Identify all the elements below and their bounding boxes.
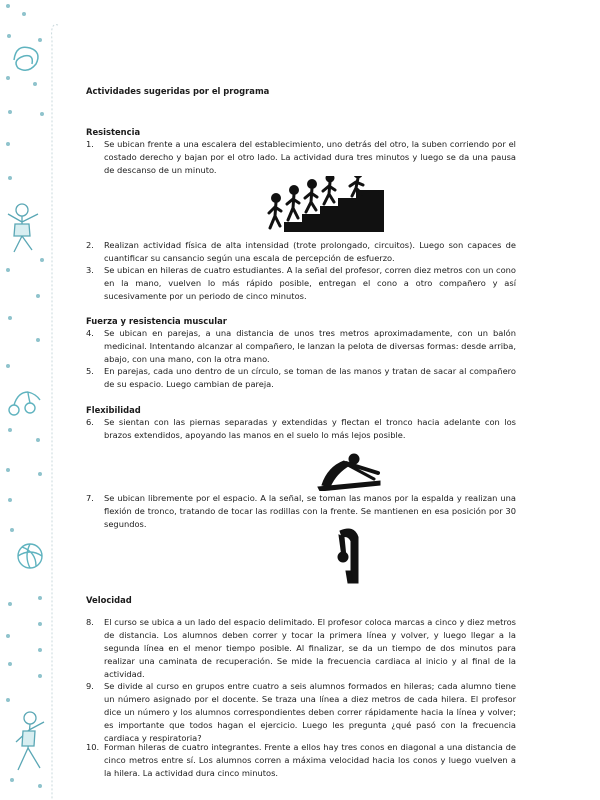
item-text: Se ubican frente a una escalera del establecimiento, uno detrás del otro, la suben corriendo por el costado derecho y bajan por el otro lado. La actividad dura tres minutos y luego se da una pausa de descanso de un minuto.: [104, 139, 516, 175]
item-text: Se ubican en hileras de cuatro estudiantes. A la señal del profesor, corren diez metros con un cono en la mano, vuelven lo más rápido posible, entregan el cono a otro compañero y así sucesivamente por un periodo de cinco minutos.: [104, 265, 516, 301]
list-item: [86, 239, 516, 265]
standing-forward-bend-illustration: [334, 527, 362, 585]
section-heading-velocidad: Velocidad: [86, 595, 132, 605]
item-text: Forman hileras de cuatro integrantes. Frente a ellos hay tres conos en diagonal a una distancia de cinco metros entre sí. Los alumnos corren a máxima velocidad hacia los conos y luego vuelven a la hilera. La actividad dura cinco minutos.: [104, 742, 516, 778]
item-number: 4.: [86, 328, 94, 338]
list-item: [86, 492, 516, 531]
dashed-border-line: [52, 25, 58, 800]
list-item: [86, 327, 516, 366]
item-text: Se divide al curso en grupos entre cuatro a seis alumnos formados en hileras; cada alumno tiene un número asignado por el docente. Se traza una línea a diez metros de cada hilera. El profesor dice un número y los alumnos correspondientes deben correr rápidamente hacia la línea y volver; es importante que todos hagan el ejercicio. Luego les pregunta ¿qué pasó con la frecuencia cardiaca y respiratoria?: [104, 681, 516, 743]
item-number: 6.: [86, 417, 94, 427]
item-text: Se ubican libremente por el espacio. A la señal, se toman las manos por la espalda y realizan una flexión de tronco, tratando de tocar las rodillas con la frente. Se mantienen en esa posición por 30 segundos.: [104, 493, 516, 529]
item-number: 1.: [86, 139, 94, 149]
decorative-margin: [0, 0, 70, 800]
list-item: [86, 264, 516, 303]
child-figure-icon-2: [16, 712, 44, 770]
item-number: 7.: [86, 493, 94, 503]
list-item: [86, 741, 516, 780]
section-heading-flexibilidad: Flexibilidad: [86, 405, 141, 415]
list-item: [86, 365, 516, 391]
item-number: 9.: [86, 681, 94, 691]
list-item: [86, 138, 516, 177]
child-figure-icon: [8, 204, 38, 252]
margin-dots: [6, 4, 44, 788]
section-heading-fuerza: Fuerza y resistencia muscular: [86, 316, 227, 326]
item-number: 5.: [86, 366, 94, 376]
ball-icon: [18, 544, 42, 568]
tangle-icon: [14, 47, 38, 70]
item-text: El curso se ubica a un lado del espacio delimitado. El profesor coloca marcas a cinco y diez metros de distancia. Los alumnos deben correr y tocar la primera línea y volver, y luego llegar a la segunda línea en el menor tiempo posible. Al finalizar, se da un tiempo de dos minutos para realizar una caminata de recuperación. Se mide la frecuencia cardiaca al inicio y al final de la actividad.: [104, 617, 516, 679]
item-text: Se ubican en parejas, a una distancia de unos tres metros aproximadamente, con un balón medicinal. Intentando alcanzar al compañero, le lanzan la pelota de diversas formas: desde arriba, abajo, con una mano, con la otra mano.: [104, 328, 516, 364]
list-item: [86, 616, 516, 681]
item-number: 8.: [86, 617, 94, 627]
item-text: En parejas, cada uno dentro de un círculo, se toman de las manos y tratan de sacar al compañero de su espacio. Luego cambian de pareja.: [104, 366, 516, 389]
item-number: 10.: [86, 742, 100, 752]
cherries-icon: [9, 392, 40, 415]
section-heading-resistencia: Resistencia: [86, 127, 141, 137]
item-number: 3.: [86, 265, 94, 275]
item-number: 2.: [86, 240, 94, 250]
stairs-runners-illustration: [266, 176, 384, 232]
document-title: Actividades sugeridas por el programa: [86, 86, 270, 96]
list-item: [86, 680, 516, 745]
item-text: Se sientan con las piernas separadas y extendidas y flectan el tronco hacia adelante con los brazos extendidos, apoyando las manos en el suelo lo más lejos posible.: [104, 417, 516, 440]
list-item: [86, 416, 516, 442]
item-text: Realizan actividad física de alta intensidad (trote prolongado, circuitos). Luego son capaces de cuantificar su cansancio según una escala de percepción de esfuerzo.: [104, 240, 516, 263]
sitting-stretch-illustration: [314, 451, 384, 491]
